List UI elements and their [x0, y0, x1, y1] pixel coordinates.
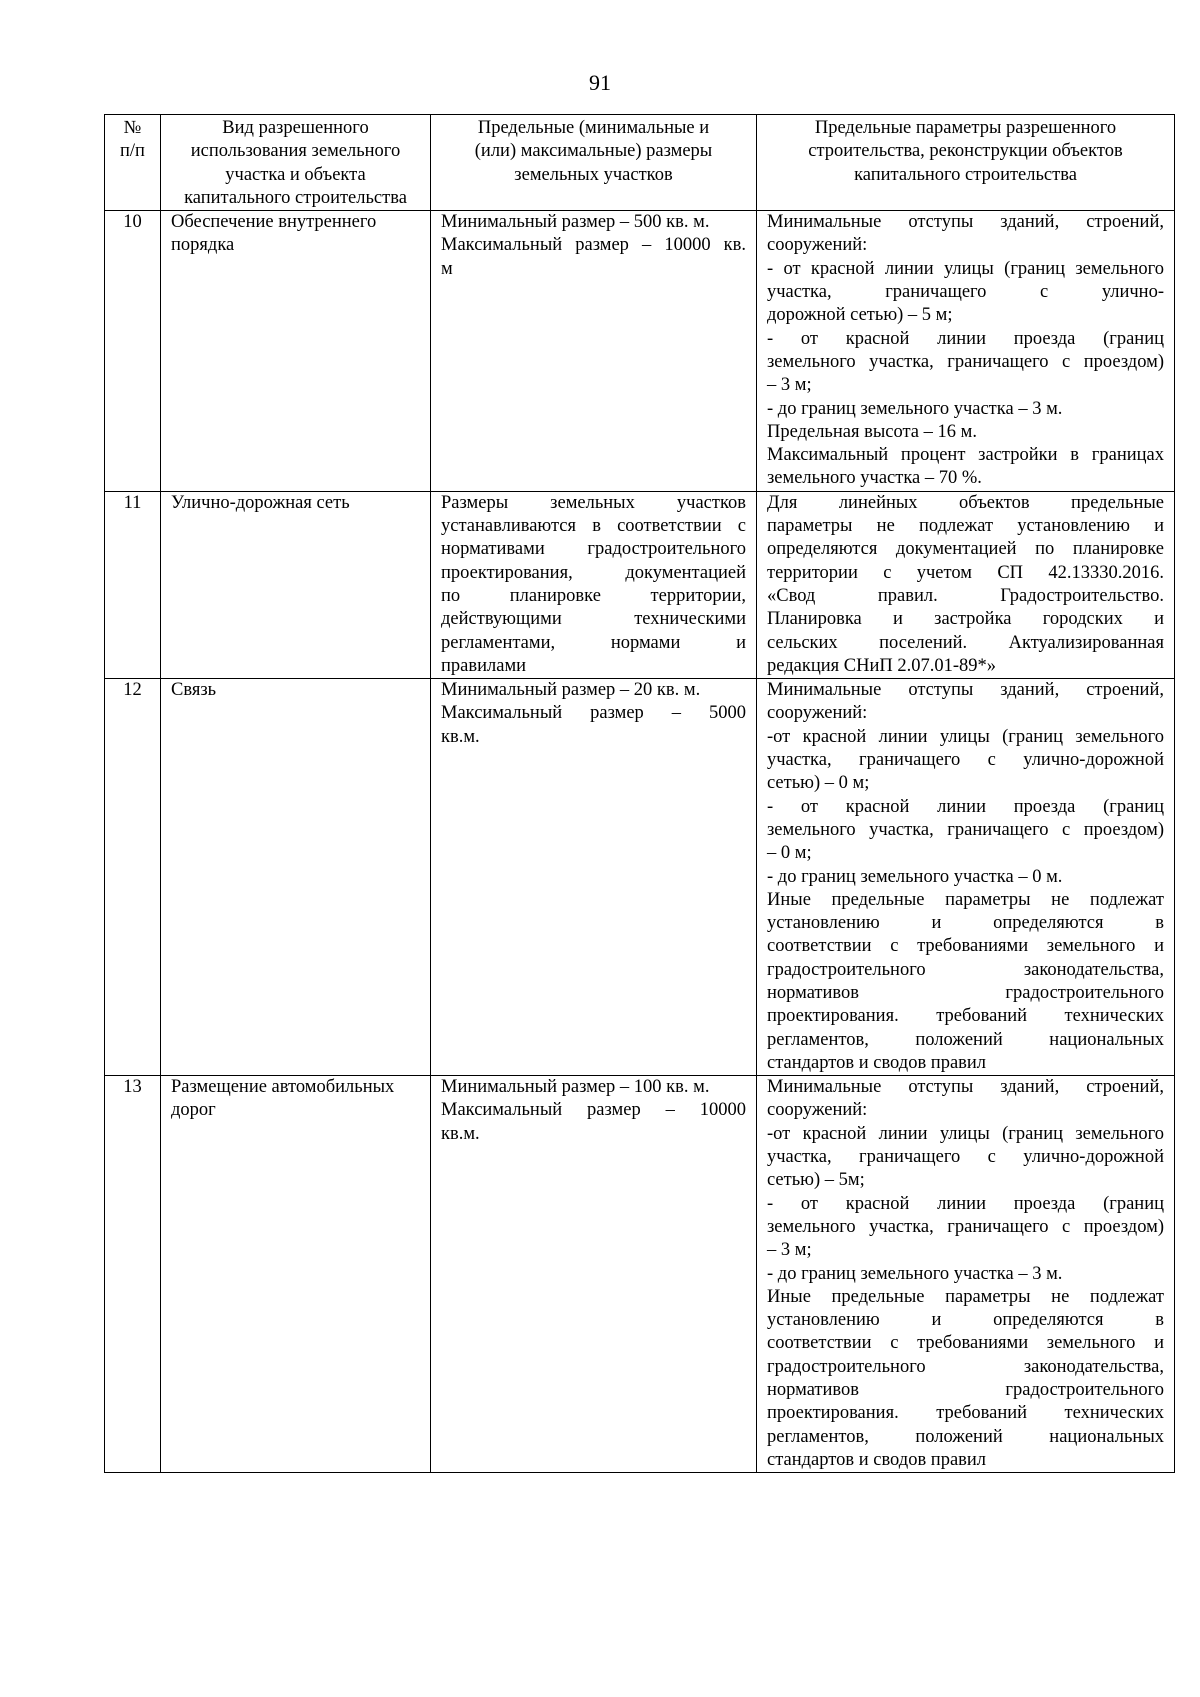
construction-params-line: регламентов, положений национальных [767, 1029, 1164, 1050]
construction-params-line: сетью) – 0 м; [767, 773, 870, 794]
header-num [105, 115, 161, 211]
land-use-type-cell [161, 679, 431, 1076]
plot-size-line: Размеры земельных участков [441, 492, 746, 513]
construction-params-line: градостроительного законодательства, [767, 1356, 1164, 1377]
header-line: капитального строительства [184, 187, 407, 208]
header-line: строительства, реконструкции объектов [808, 141, 1123, 162]
table-row [105, 491, 1175, 678]
construction-params-line: сооружений: [767, 1100, 868, 1121]
construction-params-line: - от красной линии улицы (границ земельного [767, 258, 1164, 279]
plot-size-line: проектирования, документацией [441, 562, 746, 583]
construction-params-line: параметры не подлежат установлению и [767, 516, 1164, 537]
plot-size-line: м [441, 258, 453, 279]
row-number-cell: 10 [105, 211, 161, 492]
plot-size-cell [431, 679, 757, 1076]
land-use-type-line: дорог [171, 1100, 216, 1121]
construction-params-line: земельного участка, граничащего с проездом) [767, 1216, 1164, 1237]
construction-params-line: - до границ земельного участка – 3 м. [767, 1263, 1063, 1284]
construction-params-line: территории с учетом СП 42.13330.2016. [767, 562, 1164, 583]
construction-params-line: Максимальный процент застройки в границах [767, 445, 1164, 466]
construction-params-line: - от красной линии проезда (границ [767, 328, 1164, 349]
table-body [105, 211, 1175, 1473]
regulations-table [104, 114, 1175, 1473]
table-row [105, 679, 1175, 1076]
table-row [105, 1076, 1175, 1473]
construction-params-cell [757, 679, 1175, 1076]
construction-params-line: земельного участка, граничащего с проездом) [767, 351, 1164, 372]
header-line: Предельные (минимальные и [477, 118, 710, 138]
construction-params-cell [757, 1076, 1175, 1473]
construction-params-line: - от красной линии проезда (границ [767, 796, 1164, 817]
construction-params-line: установлению и определяются в [767, 913, 1164, 934]
plot-size-line: Максимальный размер – 5000 [441, 703, 746, 724]
land-use-type-line: Связь [171, 680, 217, 701]
header-line: использования земельного [190, 141, 401, 162]
construction-params-line: - до границ земельного участка – 3 м. [767, 398, 1063, 419]
construction-params-line: -от красной линии улицы (границ земельного [767, 726, 1164, 747]
plot-size-cell [431, 211, 757, 492]
land-use-type-line: Обеспечение внутреннего [171, 212, 377, 233]
table-row [105, 211, 1175, 492]
construction-params-line: – 0 м; [767, 843, 812, 864]
construction-params-line: соответствии с требованиями земельного и [767, 1333, 1164, 1354]
construction-params-line: участка, граничащего с улично-дорожной [767, 750, 1164, 771]
construction-params-line: земельного участка – 70 %. [767, 468, 982, 489]
construction-params-line: Планировка и застройка городских и [767, 609, 1164, 630]
construction-params-line: проектирования. требований технических [767, 1006, 1164, 1027]
construction-params-line: регламентов, положений национальных [767, 1426, 1164, 1447]
construction-params-line: Иные предельные параметры не подлежат [767, 889, 1164, 910]
plot-size-line: кв.м. [441, 1123, 480, 1144]
header-line: капитального строительства [854, 164, 1077, 185]
construction-params-line: участка, граничащего с улично- [767, 282, 1164, 303]
plot-size-line: действующими техническими [441, 609, 746, 630]
construction-params-cell [757, 211, 1175, 492]
plot-size-line: правилами [441, 655, 527, 676]
construction-params-line: Минимальные отступы зданий, строений, [767, 212, 1164, 233]
table-header-row [105, 115, 1175, 211]
construction-params-line: – 3 м; [767, 375, 812, 396]
header-type [161, 115, 431, 211]
header-line: участка и объекта [225, 164, 366, 185]
construction-params-line: редакция СНиП 2.07.01-89*» [767, 655, 997, 676]
construction-params-line: сельских поселений. Актуализированная [767, 632, 1164, 653]
land-use-type-line: Улично-дорожная сеть [171, 492, 350, 513]
header-line: п/п [120, 141, 145, 162]
header-params [757, 115, 1175, 211]
construction-params-line: Минимальные отступы зданий, строений, [767, 680, 1164, 701]
construction-params-line: соответствии с требованиями земельного и [767, 936, 1164, 957]
plot-size-cell [431, 1076, 757, 1473]
construction-params-line: градостроительного законодательства, [767, 959, 1164, 980]
construction-params-line: земельного участка, граничащего с проездом) [767, 819, 1164, 840]
header-size [431, 115, 757, 211]
plot-size-line: Минимальный размер – 20 кв. м. [441, 680, 701, 701]
header-line: Предельные параметры разрешенного [814, 118, 1117, 138]
construction-params-line: сооружений: [767, 703, 868, 724]
row-number-cell: 13 [105, 1076, 161, 1473]
header-line: № [123, 118, 142, 138]
plot-size-line: нормативами градостроительного [441, 539, 746, 560]
land-use-type-cell [161, 1076, 431, 1473]
construction-params-line: установлению и определяются в [767, 1310, 1164, 1331]
land-use-type-cell [161, 491, 431, 678]
land-use-type-line: порядка [171, 235, 235, 256]
page-number: 91 [589, 70, 611, 95]
plot-size-line: по планировке территории, [441, 585, 746, 606]
construction-params-line: участка, граничащего с улично-дорожной [767, 1147, 1164, 1168]
construction-params-line: «Свод правил. Градостроительство. [767, 585, 1164, 606]
construction-params-line: определяются документацией по планировке [767, 539, 1164, 560]
land-use-type-cell [161, 211, 431, 492]
row-number-cell: 12 [105, 679, 161, 1076]
plot-size-cell [431, 491, 757, 678]
plot-size-line: Максимальный размер – 10000 кв. [441, 235, 746, 256]
construction-params-line: -от красной линии улицы (границ земельного [767, 1123, 1164, 1144]
construction-params-line: нормативов градостроительного [767, 1380, 1164, 1401]
header-line: (или) максимальные) размеры [474, 141, 713, 162]
plot-size-line: Максимальный размер – 10000 [441, 1100, 746, 1121]
construction-params-line: - до границ земельного участка – 0 м. [767, 866, 1063, 887]
construction-params-line: проектирования. требований технических [767, 1403, 1164, 1424]
construction-params-line: стандартов и сводов правил [767, 1052, 987, 1073]
construction-params-line: Минимальные отступы зданий, строений, [767, 1077, 1164, 1098]
plot-size-line: устанавливаются в соответствии с [441, 516, 746, 537]
plot-size-line: Минимальный размер – 100 кв. м. [441, 1077, 710, 1098]
land-use-type-line: Размещение автомобильных [171, 1077, 395, 1098]
plot-size-line: Минимальный размер – 500 кв. м. [441, 212, 710, 233]
construction-params-line: стандартов и сводов правил [767, 1449, 987, 1470]
plot-size-line: кв.м. [441, 726, 480, 747]
construction-params-line: Предельная высота – 16 м. [767, 421, 977, 442]
header-line: Вид разрешенного [222, 118, 369, 138]
construction-params-line: Иные предельные параметры не подлежат [767, 1286, 1164, 1307]
row-number-cell: 11 [105, 491, 161, 678]
construction-params-line: сетью) – 5м; [767, 1170, 865, 1191]
header-line: земельных участков [514, 164, 673, 185]
construction-params-cell [757, 491, 1175, 678]
construction-params-line: сооружений: [767, 235, 868, 256]
construction-params-line: дорожной сетью) – 5 м; [767, 305, 953, 326]
construction-params-line: Для линейных объектов предельные [767, 492, 1164, 513]
construction-params-line: – 3 м; [767, 1240, 812, 1261]
construction-params-line: нормативов градостроительного [767, 982, 1164, 1003]
plot-size-line: регламентами, нормами и [441, 632, 746, 653]
construction-params-line: - от красной линии проезда (границ [767, 1193, 1164, 1214]
